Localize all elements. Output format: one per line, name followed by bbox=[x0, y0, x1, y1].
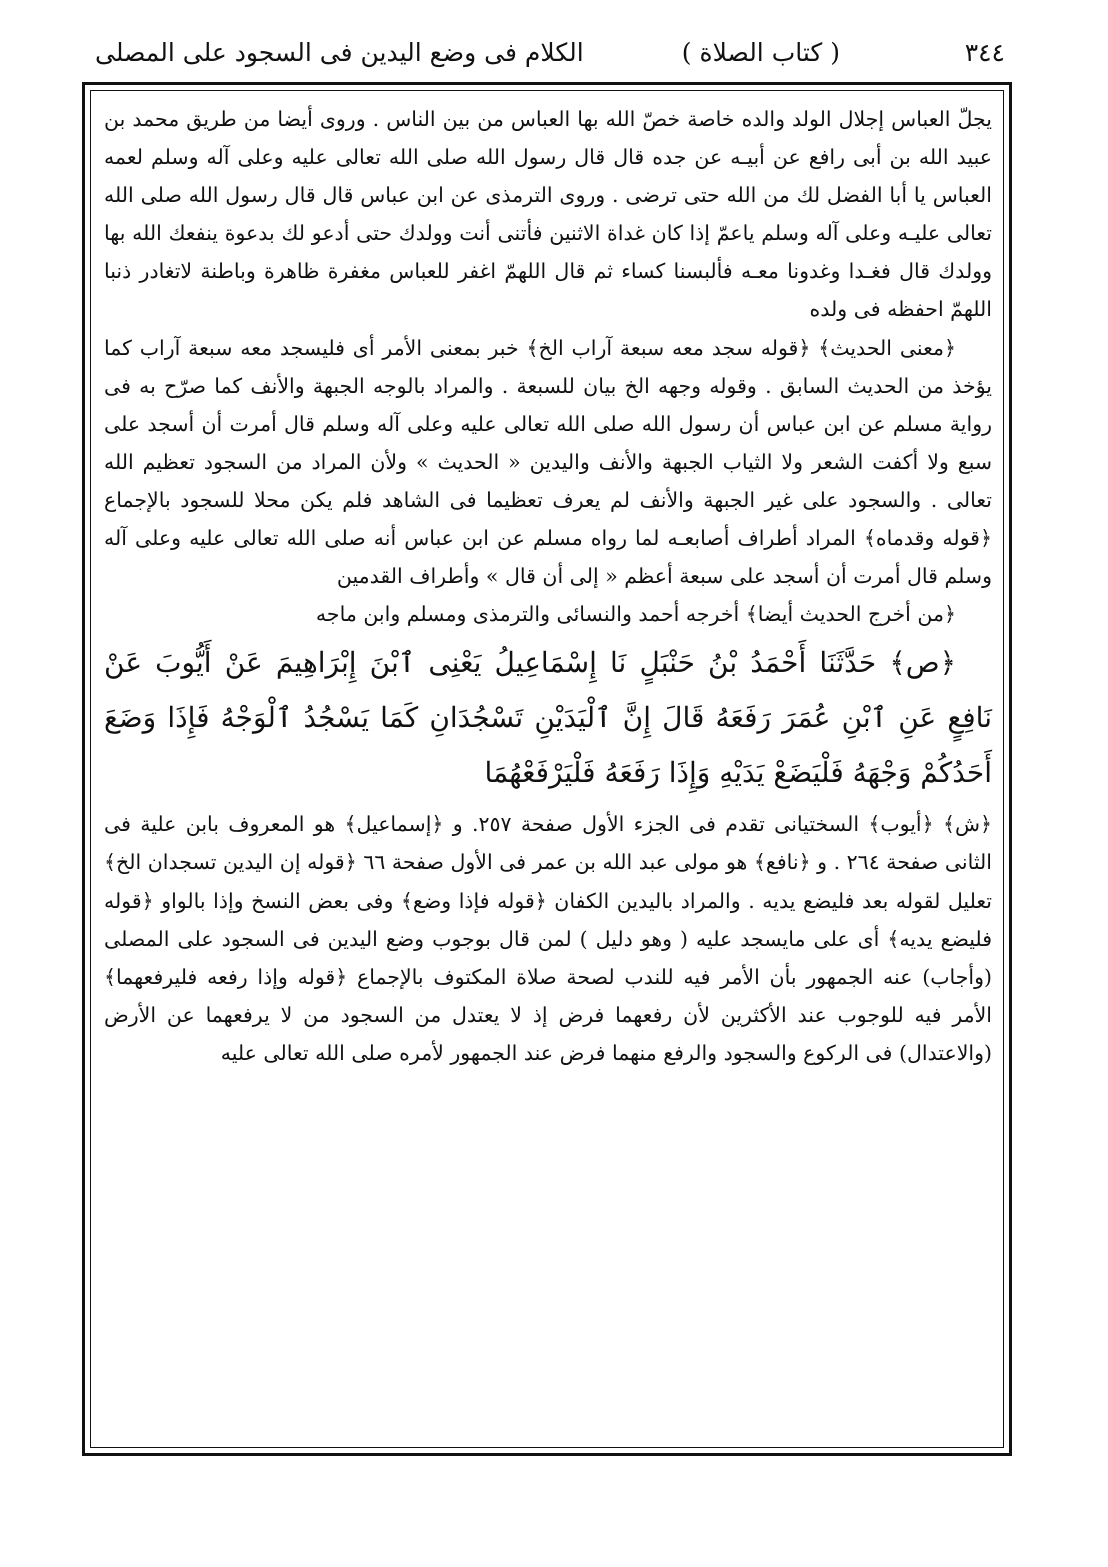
paragraph-hadith-explanation: ﴿ش﴾ ﴿أيوب﴾ السختيانى تقدم فى الجزء الأول صفحة ٢٥٧. و ﴿إسماعيل﴾ هو المعروف بابن علية فى الثانى صفحة ٢٦٤ . و ﴿نافع﴾ هو مولى عبد الله بن عمر فى الأول صفحة ٦٦ ﴿قوله إن اليدين تسجدان الخ﴾ تعليل لقوله بعد فليضع يديه . والمراد باليدين الكفان ﴿قوله فإذا وضع﴾ وفى بعض النسخ وإذا بالواو ﴿قوله فليضع يديه﴾ أى على مايسجد عليه ( وهو دليل ) لمن قال بوجوب وضع اليدين فى السجود على المصلى (وأجاب) عنه الجمهور بأن الأمر فيه للندب لصحة صلاة المكتوف بالإجماع ﴿قوله وإذا رفعه فليرفعهما﴾ الأمر فيه للوجوب عند الأكثرين لأن رفعهما فرض إذ لا يعتدل من السجود من لا يرفعهما عن الأرض (والاعتدال) فى الركوع والسجود والرفع منهما فرض عند الجمهور لأمره صلى الله تعالى عليه bbox=[104, 812, 993, 1065]
page-number: ٣٤٤ bbox=[964, 38, 1005, 67]
page-header bbox=[95, 28, 1005, 78]
book-title: ( كتاب الصلاة ) bbox=[681, 38, 840, 67]
page-body bbox=[104, 100, 992, 1072]
paragraph-hadith-meaning: ﴿معنى الحديث﴾ ﴿قوله سجد معه سبعة آراب الخ﴾ خبر بمعنى الأمر أى فليسجد معه سبعة آراب كما يؤخذ من الحديث السابق . وقوله وجهه الخ بيان للسبعة . والمراد بالوجه الجبهة والأنف كما صرّح به فى رواية مسلم عن ابن عباس أن رسول الله صلى الله تعالى عليه وعلى آله وسلم قال أمرت أن أسجد على سبع ولا أكفت الشعر ولا الثياب الجبهة والأنف واليدين « الحديث » ولأن المراد من السجود تعظيم الله تعالى . والسجود على غير الجبهة والأنف لم يعرف تعظيما فى الشاهد فلم يكن محلا للسجود بالإجماع ﴿قوله وقدماه﴾ المراد أطراف أصابعـه لما رواه مسلم عن ابن عباس أنه صلى الله تعالى عليه وعلى آله وسلم قال أمرت أن أسجد على سبعة أعظم « إلى أن قال » وأطراف القدمين bbox=[104, 335, 992, 589]
chapter-title: الكلام فى وضع اليدين فى السجود على المصلى bbox=[95, 38, 584, 67]
paragraph-commentary-continuation: يجلّ العباس إجلال الولد والده خاصة خصّ الله بها العباس من بين الناس . وروى أيضا من طريق محمد بن عبيد الله بن أبى رافع عن أبيـه عن جده قال قال رسول الله صلى الله تعالى عليه وعلى آله وسلم لعمه العباس يا أبا الفضل لك من الله حتى ترضى . وروى الترمذى عن ابن عباس قال قال رسول الله صلى الله تعالى عليـه وعلى آله وسلم ياعمّ إذا كان غداة الاثنين فأتنى أنت وولدك حتى أدعو لك بدعوة ينفعك الله بها وولدك قال فغـدا وغدونا معـه فألبسنا كساء ثم قال اللهمّ اغفر للعباس مغفرة ظاهرة وباطنة لاتغادر ذنبا اللهمّ احفظه فى ولده bbox=[104, 107, 992, 322]
paragraph-hadith-text: ﴿ص﴾ حَدَّثَنَا أَحْمَدُ بْنُ حَنْبَلٍ نَا إِسْمَاعِيلُ يَعْنِى ٱبْنَ إِبْرَاهِيمَ عَنْ أَيُّوبَ عَنْ نَافِعٍ عَنِ ٱبْنِ عُمَرَ رَفَعَهُ قَالَ إِنَّ ٱلْيَدَيْنِ تَسْجُدَانِ كَمَا يَسْجُدُ ٱلْوَجْهُ فَإِذَا وَضَعَ أَحَدُكُمْ وَجْهَهُ فَلْيَضَعْ يَدَيْهِ وَإِذَا رَفَعَهُ فَلْيَرْفَعْهُمَا bbox=[104, 646, 992, 790]
paragraph-hadith-sources: ﴿من أخرج الحديث أيضا﴾ أخرجه أحمد والنسائى والترمذى ومسلم وابن ماجه bbox=[315, 602, 956, 627]
